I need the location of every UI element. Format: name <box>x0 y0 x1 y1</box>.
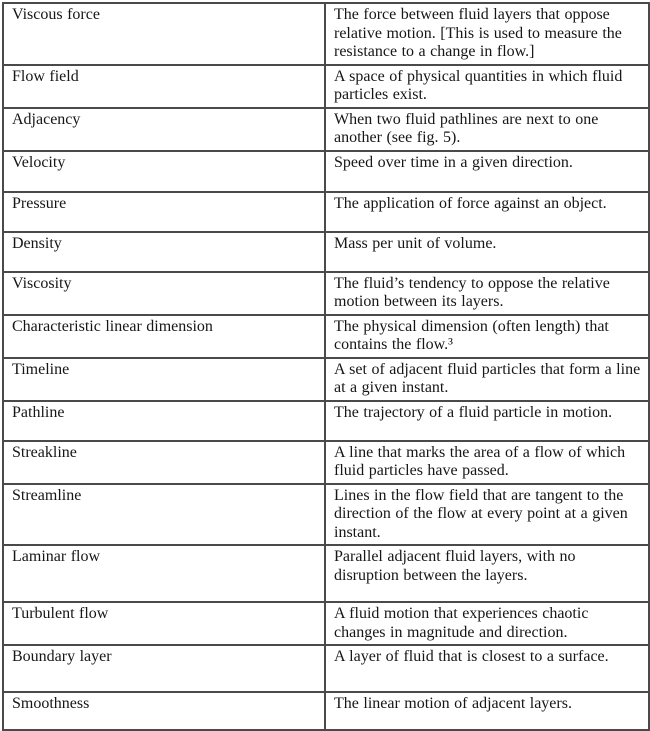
definition-cell: A fluid motion that experiences chaotic changes in magnitude and direction. <box>325 602 649 645</box>
term-cell: Turbulent flow <box>3 602 325 645</box>
table-row <box>3 441 649 484</box>
glossary-table-body <box>3 3 649 730</box>
definition-cell: Parallel adjacent fluid layers, with no disruption between the layers. <box>325 545 649 602</box>
definition-cell: A line that marks the area of a flow of which fluid particles have passed. <box>325 441 649 484</box>
definition-cell: The force between fluid layers that oppose relative motion. [This is used to measure the resistance to a change in flow.] <box>325 3 649 65</box>
term-cell: Timeline <box>3 358 325 401</box>
term-cell: Streakline <box>3 441 325 484</box>
definition-cell: A space of physical quantities in which fluid particles exist. <box>325 65 649 108</box>
term-cell: Characteristic linear dimension <box>3 315 325 358</box>
term-cell: Viscous force <box>3 3 325 65</box>
table-row <box>3 645 649 692</box>
definition-cell: Lines in the flow field that are tangent to the direction of the flow at every point at a given instant. <box>325 484 649 546</box>
table-row <box>3 358 649 401</box>
definition-cell: The linear motion of adjacent layers. <box>325 692 649 730</box>
table-row <box>3 401 649 441</box>
table-row <box>3 315 649 358</box>
table-row <box>3 3 649 65</box>
term-cell: Adjacency <box>3 108 325 151</box>
table-row <box>3 192 649 232</box>
term-cell: Boundary layer <box>3 645 325 692</box>
table-row <box>3 151 649 192</box>
table-row <box>3 108 649 151</box>
table-row <box>3 65 649 108</box>
definition-cell: Speed over time in a given direction. <box>325 151 649 192</box>
definition-cell: A layer of fluid that is closest to a surface. <box>325 645 649 692</box>
term-cell: Pressure <box>3 192 325 232</box>
definition-cell: A set of adjacent fluid particles that form a line at a given instant. <box>325 358 649 401</box>
term-cell: Smoothness <box>3 692 325 730</box>
definition-cell: Mass per unit of volume. <box>325 232 649 272</box>
term-cell: Laminar flow <box>3 545 325 602</box>
definition-cell: The application of force against an object. <box>325 192 649 232</box>
definition-cell: When two fluid pathlines are next to one another (see fig. 5). <box>325 108 649 151</box>
table-row <box>3 232 649 272</box>
table-row <box>3 692 649 730</box>
term-cell: Pathline <box>3 401 325 441</box>
term-cell: Viscosity <box>3 272 325 315</box>
table-row <box>3 272 649 315</box>
term-cell: Density <box>3 232 325 272</box>
table-row <box>3 545 649 602</box>
table-row <box>3 484 649 546</box>
glossary-table <box>2 2 650 731</box>
definition-cell: The trajectory of a fluid particle in motion. <box>325 401 649 441</box>
term-cell: Velocity <box>3 151 325 192</box>
table-row <box>3 602 649 645</box>
term-cell: Flow field <box>3 65 325 108</box>
definition-cell: The physical dimension (often length) that contains the flow.³ <box>325 315 649 358</box>
term-cell: Streamline <box>3 484 325 546</box>
definition-cell: The fluid’s tendency to oppose the relative motion between its layers. <box>325 272 649 315</box>
